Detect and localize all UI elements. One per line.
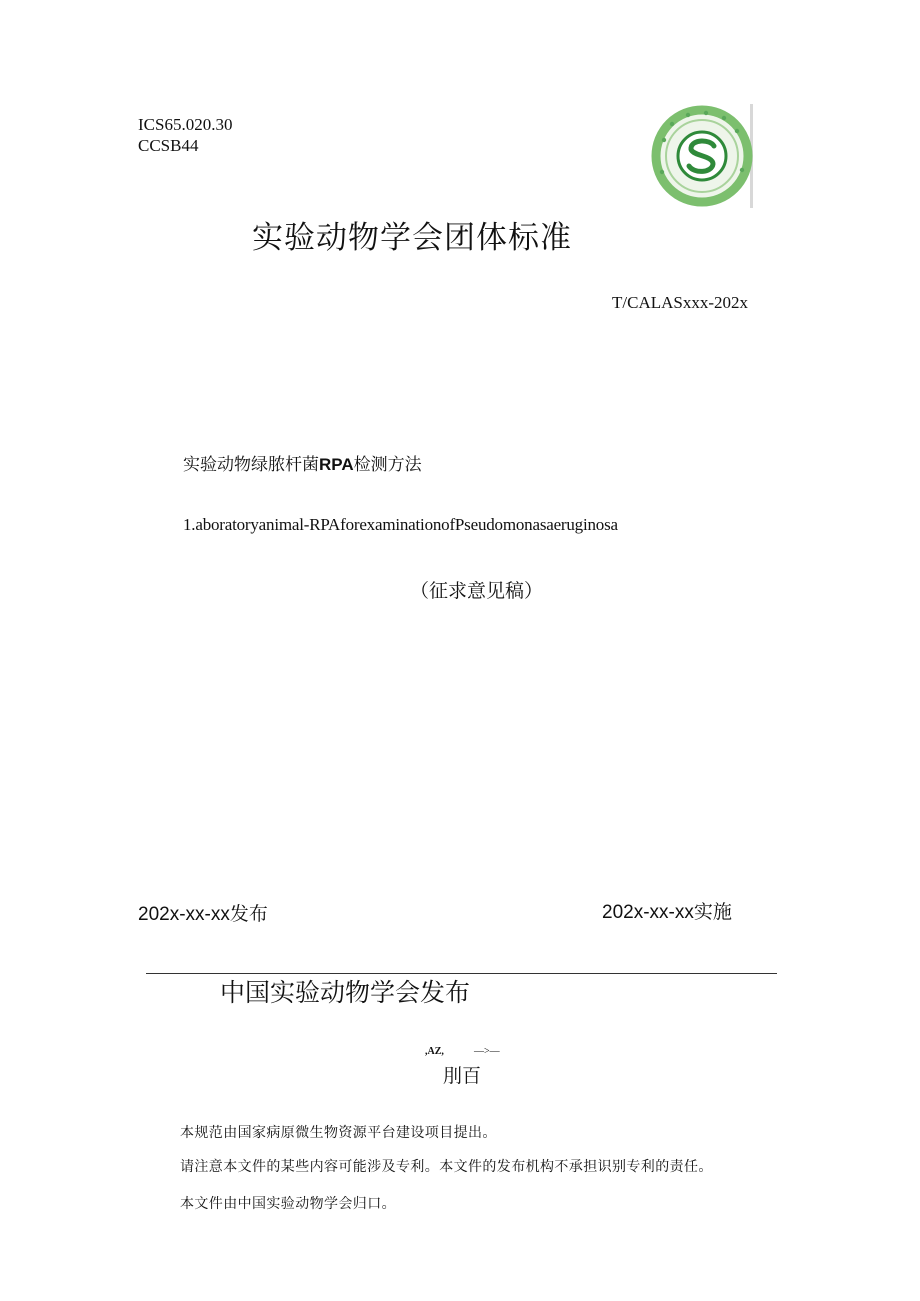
publisher-line: 中国实验动物学会发布 bbox=[220, 979, 471, 1007]
society-seal-logo bbox=[646, 104, 762, 208]
standard-category-title: 实验动物学会团体标准 bbox=[252, 220, 572, 255]
document-title-rpa: RPA bbox=[319, 455, 354, 474]
divider-line bbox=[146, 973, 777, 974]
standard-number: T/CALASxxx-202x bbox=[612, 293, 748, 312]
foreword-paragraph: 请注意本文件的某些内容可能涉及专利。本文件的发布机构不承担识别专利的责任。 bbox=[180, 1160, 713, 1175]
foreword-paragraph: 本文件由中国实验动物学会归口。 bbox=[180, 1197, 396, 1212]
foreword-heading: 刖百 bbox=[443, 1066, 482, 1087]
foreword-paragraph: 本规范由国家病原微生物资源平台建设项目提出。 bbox=[180, 1126, 497, 1141]
ics-code: ICS65.020.30 bbox=[138, 115, 233, 134]
implement-date: 202x-xx-xx实施 bbox=[602, 902, 732, 923]
ccs-code: CCSB44 bbox=[138, 136, 199, 155]
publish-date: 202x-xx-xx发布 bbox=[138, 904, 268, 925]
draft-note: （征求意见稿） bbox=[410, 581, 544, 602]
document-title-part3: 检测方法 bbox=[353, 455, 422, 474]
document-title-en: 1.aboratoryanimal-RPAforexaminationofPseudomonasaeruginosa bbox=[183, 515, 618, 534]
document-title-cn bbox=[183, 452, 422, 478]
foreword-mark-left: ,AZ, bbox=[425, 1046, 444, 1057]
seal-logo-icon bbox=[646, 104, 762, 208]
document-title-part1: 实验动物绿脓杆菌 bbox=[183, 455, 319, 474]
foreword-mark-right: —>— bbox=[474, 1046, 500, 1057]
